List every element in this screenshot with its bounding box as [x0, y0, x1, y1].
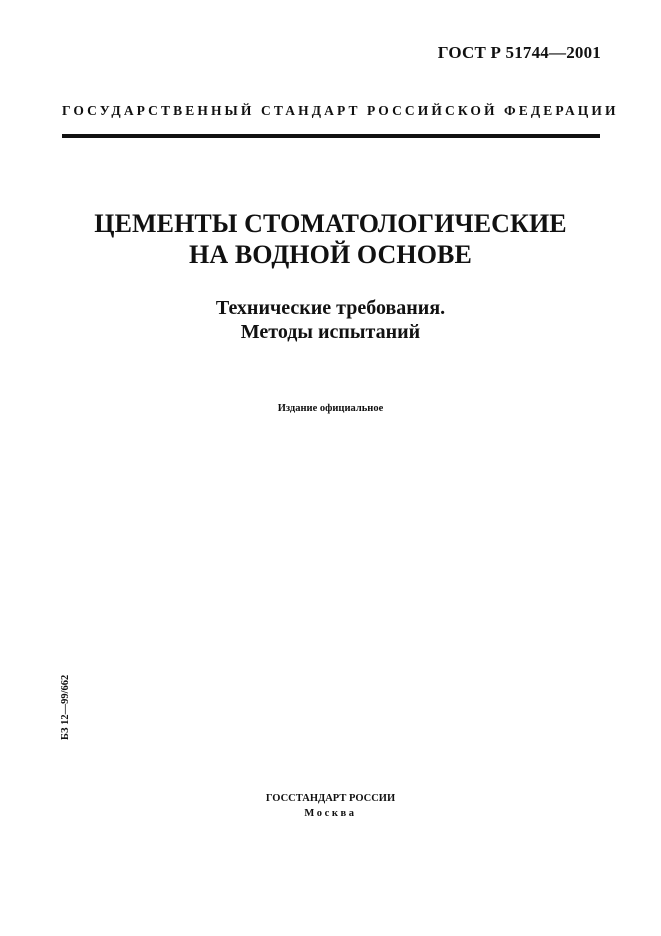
document-subtitle	[0, 296, 661, 344]
side-catalog-code: БЗ 12—99/662	[60, 674, 71, 740]
title-line-2: НА ВОДНОЙ ОСНОВЕ	[189, 240, 472, 269]
document-title	[0, 208, 661, 270]
title-line-1: ЦЕМЕНТЫ СТОМАТОЛОГИЧЕСКИЕ	[94, 209, 567, 238]
document-code: ГОСТ Р 51744—2001	[437, 43, 601, 62]
subtitle-line-2: Методы испытаний	[240, 321, 421, 343]
edition-note: Издание официальное	[277, 403, 384, 414]
publisher: ГОССТАНДАРТ РОССИИ	[265, 793, 396, 804]
publication-city: Москва	[304, 808, 357, 819]
subtitle-line-1: Технические требования.	[215, 297, 446, 319]
header-divider	[62, 134, 600, 138]
issuing-authority: ГОСУДАРСТВЕННЫЙ СТАНДАРТ РОССИЙСКОЙ ФЕДЕРАЦИИ	[62, 103, 619, 118]
